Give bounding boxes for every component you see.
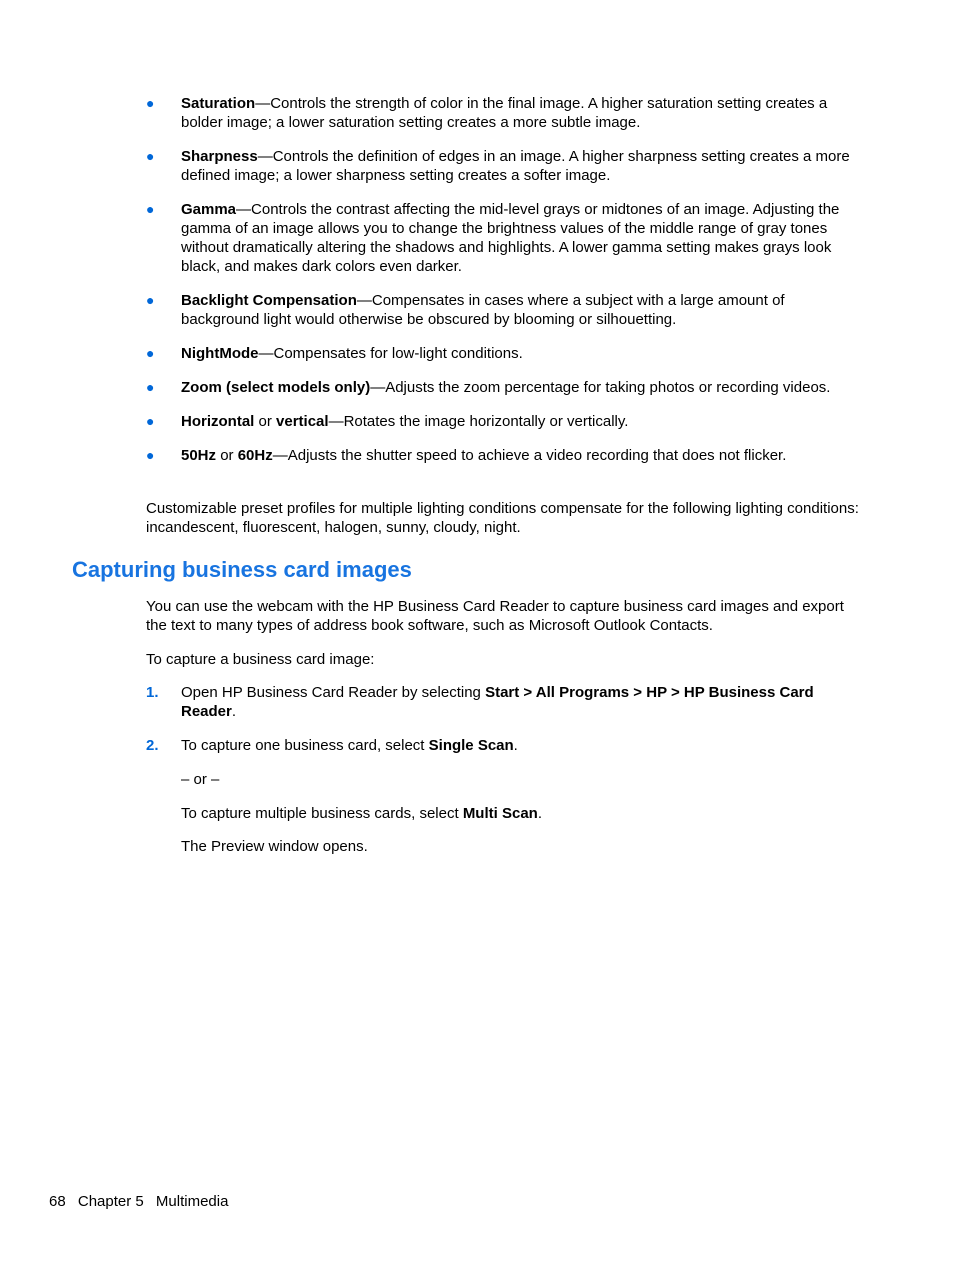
section-heading: Capturing business card images [72, 557, 412, 582]
bullet-icon: ● [146, 201, 155, 217]
bullet-description: —Adjusts the shutter speed to achieve a video recording that does not flicker. [272, 447, 787, 464]
bullet-description: —Controls the definition of edges in an image. A higher sharpness setting creates a more defined image; a lower sharpness setting creates a softer image. [181, 148, 850, 184]
result-text: The Preview window opens. [181, 838, 368, 855]
bullet-term: Sharpness [181, 148, 258, 165]
bullet-description: —Controls the contrast affecting the mid-level grays or midtones of an image. Adjusting the gamma of an image allows you to change the brightness values of the middle range of gray tones without dramatically altering the shadows and highlights. A lower gamma setting makes grays look black, and makes dark colors even darker. [181, 201, 840, 275]
bullet-icon: ● [146, 379, 155, 395]
page-number: 68 [49, 1193, 66, 1210]
chapter-title: Multimedia [155, 1193, 229, 1210]
step-number: 2. [146, 737, 159, 754]
bullet-item-sharpness [0, 147, 954, 185]
step-menu-path: Start > All Programs > HP > HP Business Card Reader [181, 684, 814, 720]
bullet-item-zoom [0, 378, 954, 397]
presets-paragraph: Customizable preset profiles for multiple lighting conditions compensate for the following lighting conditions: incandescent, fluorescent, halogen, sunny, cloudy, night. [146, 500, 859, 536]
bullet-item-saturation [0, 94, 954, 132]
bullet-description: —Controls the strength of color in the final image. A higher saturation setting creates a bolder image; a lower saturation setting creates a more subtle image. [181, 95, 828, 131]
bullet-term-secondary: vertical [276, 413, 329, 430]
bullet-connector: or [254, 413, 277, 430]
procedure-lead: To capture a business card image: [146, 651, 375, 668]
step-number: 1. [146, 684, 159, 701]
bullet-icon: ● [146, 413, 155, 429]
bullet-icon: ● [146, 447, 155, 463]
bullet-term: Horizontal [181, 413, 255, 430]
bullet-item-backlight [0, 291, 954, 329]
bullet-icon: ● [146, 148, 155, 164]
multi-scan-instruction: To capture multiple business cards, select Multi Scan. [181, 805, 542, 822]
bullet-item-frequency [0, 446, 954, 465]
step-2: 2. To capture one business card, select Single Scan. [146, 737, 518, 754]
step-text: Open HP Business Card Reader by selecting [181, 684, 486, 701]
bullet-description: —Rotates the image horizontally or vertically. [328, 413, 629, 430]
bullet-icon: ● [146, 292, 155, 308]
bullet-description: —Compensates in cases where a subject with a large amount of background light would otherwise be obscured by blooming or silhouetting. [181, 292, 785, 328]
bullet-description: —Adjusts the zoom percentage for taking photos or recording videos. [370, 379, 831, 396]
step-option: Single Scan [428, 737, 514, 754]
bullet-term: Zoom (select models only) [181, 379, 371, 396]
section-intro: You can use the webcam with the HP Business Card Reader to capture business card images and export the text to many types of address book software, such as Microsoft Outlook Contacts. [146, 598, 844, 634]
bullet-term: Gamma [181, 201, 237, 218]
chapter-label: Chapter 5 [77, 1193, 144, 1210]
multi-scan-option: Multi Scan [462, 805, 538, 822]
or-separator: – or – [181, 771, 220, 788]
bullet-term: NightMode [181, 345, 259, 362]
page-footer [49, 1192, 236, 1211]
bullet-item-nightmode [0, 344, 954, 363]
bullet-term-secondary: 60Hz [237, 447, 273, 464]
bullet-icon: ● [146, 345, 155, 361]
bullet-description: —Compensates for low-light conditions. [258, 345, 523, 362]
bullet-term: Backlight Compensation [181, 292, 357, 309]
bullet-item-gamma [0, 200, 954, 276]
step-text: To capture one business card, select [181, 737, 429, 754]
bullet-item-orientation [0, 412, 954, 431]
settings-bullet-list [0, 94, 954, 480]
step-1: 1. Open HP Business Card Reader by selecting Start > All Programs > HP > HP Business Card Reader. [146, 684, 814, 720]
bullet-term: 50Hz [181, 447, 217, 464]
bullet-term: Saturation [181, 95, 256, 112]
bullet-icon: ● [146, 95, 155, 111]
bullet-connector: or [216, 447, 238, 464]
